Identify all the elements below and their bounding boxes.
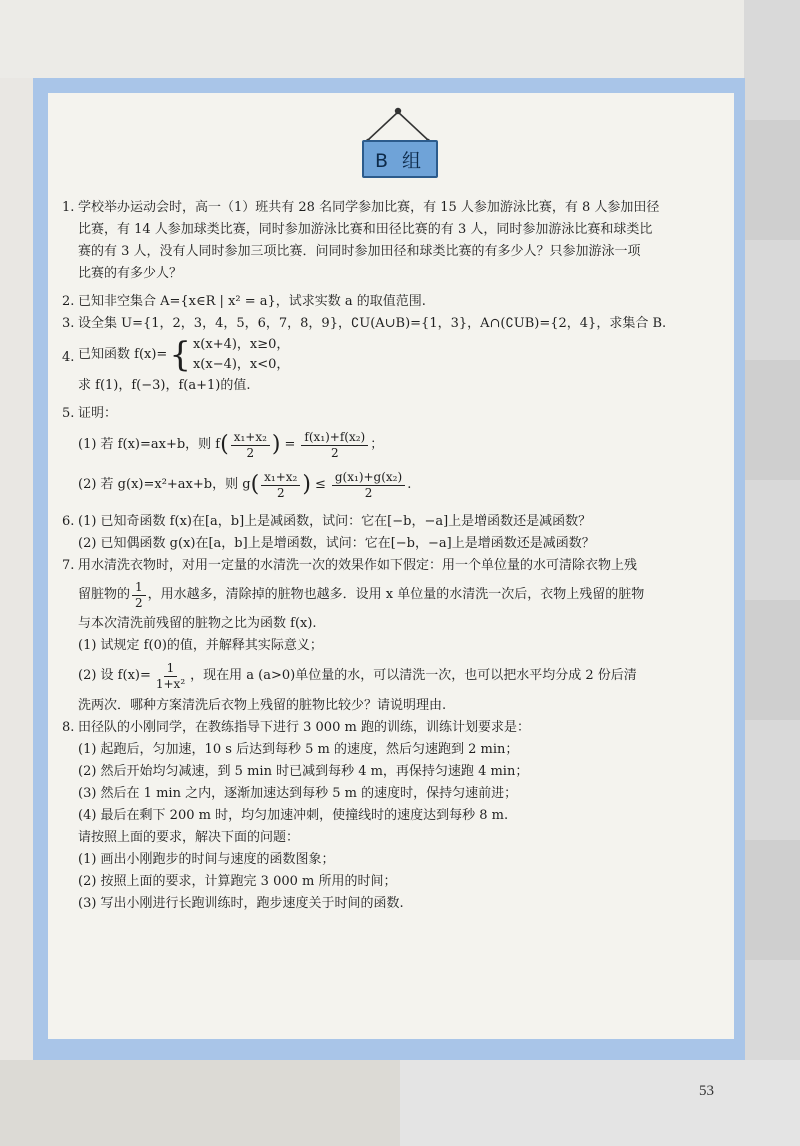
relation: = [284,437,296,452]
numerator: 1 [164,661,178,677]
text-line: 洗两次．哪种方案清洗后衣物上残留的脏物比较少？请说明理由. [78,698,447,713]
numerator: x₁+x₂ [261,470,300,486]
numerator: g(x₁)+g(x₂) [332,470,405,486]
text-line-with-fraction [78,577,722,613]
right-margin [744,0,800,1146]
text-line: 求 f(1)，f(−3)，f(a+1)的值. [78,378,251,393]
text-line: 学校举办运动会时，高一（1）班共有 28 名同学参加比赛，有 15 人参加游泳比赛，有 8 人参加田径 [78,200,660,215]
text-line: 证明： [78,406,118,421]
text-line: 与本次清洗前残留的脏物之比为函数 f(x). [78,616,317,631]
group-label: B 组 [362,140,438,178]
denominator: 2 [135,595,143,610]
fraction [301,430,368,461]
text-line: 已知非空集合 A={x∈R | x² = a}，试求实数 a 的取值范围. [78,294,426,309]
fraction [132,580,146,611]
case-line: x(x−4)，x<0， [192,357,290,372]
question-4 [62,335,722,375]
text-line: (1) 画出小刚跑步的时间与速度的函数图象； [78,852,335,867]
text-line: 设全集 U={1，2，3，4，5，6，7，8，9}，∁U(A∪B)={1，3}，A∩(∁UB)={2，4}，求集合 B. [78,316,667,331]
text-line: (1) 已知奇函数 f(x)在[a，b]上是减函数，试问：它在[−b，−a]上是增函数还是减函数？ [78,514,592,529]
question-number: 2. [62,294,75,309]
text-line: (2) 然后开始均匀减速，到 5 min 时已减到每秒 4 m，再保持匀速跑 4 min； [78,764,529,779]
text-fragment: 已知函数 f(x)= [78,347,168,362]
question-3 [62,313,722,335]
question-number: 8. [62,720,75,735]
formula-line-2: (2) 若 g(x)=x²+ax+b，则 g ( $\frac{\text{x₁+x₂}}{2}$ ) ≤ $\frac{\text{g(x₁)+g(x₂)}}{2}$ . [78,469,412,500]
hanging-sign [360,100,440,180]
text-line: 田径队的小刚同学，在教练指导下进行 3 000 m 跑的训练，训练计划要求是： [78,720,530,735]
numerator: f(x₁)+f(x₂) [301,430,368,446]
denominator: 2 [246,445,255,460]
denominator: 2 [331,445,339,460]
text-line: (1) 起跑后，匀加速，10 s 后达到每秒 5 m 的速度，然后匀速跑到 2 min； [78,742,519,757]
denominator: 2 [364,485,373,500]
text-line: (2) 按照上面的要求，计算跑完 3 000 m 所用的时间； [78,874,397,889]
question-number: 3. [62,316,75,331]
text-fragment: 留脏物的 [78,587,131,602]
question-2 [62,291,722,313]
text-line: 赛的有 3 人，没有人同时参加三项比赛．问同时参加田径和球类比赛的有多少人？只参加游泳一项 [78,244,641,259]
text-line: (1) 试规定 f(0)的值，并解释其实际意义； [78,638,323,653]
text-fragment: ； [370,437,384,452]
denominator: 1+x² [155,676,186,691]
brace-symbol: { [169,335,191,375]
fraction [231,430,270,461]
text-fragment: ，用水越多，清除掉的脏物也越多．设用 x 单位量的水清洗一次后，衣物上残留的脏物 [147,587,645,602]
text-line: (3) 然后在 1 min 之内，逐渐加速达到每秒 5 m 的速度时，保持匀速前进； [78,786,518,801]
text-fragment: (1) 若 f(x)=ax+b，则 f [78,437,221,452]
question-7 [62,555,722,635]
denominator: 2 [276,485,285,500]
piecewise-function [78,335,722,375]
text-line: (2) 已知偶函数 g(x)在[a，b]上是增函数，试问：它在[−b，−a]上是增函数还是减函数？ [78,536,595,551]
case-line: x(x+4)，x≥0， [192,337,290,352]
question-1 [62,197,722,285]
question-6 [62,511,722,555]
question-number: 6. [62,514,75,529]
text-line: 比赛的有多少人？ [78,266,183,281]
text-line: 用水清洗衣物时，对用一定量的水清洗一次的效果作如下假定：用一个单位量的水可清除衣物上残 [78,558,638,573]
page-number: 53 [699,1083,714,1099]
top-margin [0,0,800,78]
text-fragment: (2) 设 f(x)= [78,668,151,683]
formula-line-1: (1) 若 f(x)=ax+b，则 f ( $\frac{\text{x₁+x₂}}{2}$ ) = $\frac{\text{f(x₁)+f(x₂)}}{2}$ ； [78,429,384,460]
question-number: 1. [62,200,75,215]
exercise-content [62,197,722,915]
text-line: (3) 写出小刚进行长跑训练时，跑步速度关于时间的函数. [78,896,404,911]
fraction [261,470,300,501]
question-number: 7. [62,558,75,573]
bottom-strip [0,1060,400,1146]
text-line: 比赛，有 14 人参加球类比赛，同时参加游泳比赛和田径比赛的有 3 人，同时参加游泳比赛和球类比 [78,222,653,237]
hanging-string-icon [360,100,440,144]
text-fragment: ，现在用 a (a>0)单位量的水，可以清洗一次，也可以把水平均分成 2 份后清 [190,668,637,683]
relation: ≤ [314,477,326,492]
fraction [153,661,188,692]
text-fragment: . [407,477,412,492]
question-5 [62,403,722,425]
text-line-with-fraction [62,657,722,695]
question-8 [62,717,722,739]
numerator: 1 [132,580,146,596]
text-line: (4) 最后在剩下 200 m 时，均匀加速冲刺，使撞线时的速度达到每秒 8 m. [78,808,509,823]
text-fragment: (2) 若 g(x)=x²+ax+b，则 g [78,477,251,492]
numerator: x₁+x₂ [231,430,270,446]
question-number: 4. [62,350,75,365]
question-number: 5. [62,406,75,421]
fraction [332,470,405,501]
text-line: 请按照上面的要求，解决下面的问题： [78,830,300,845]
